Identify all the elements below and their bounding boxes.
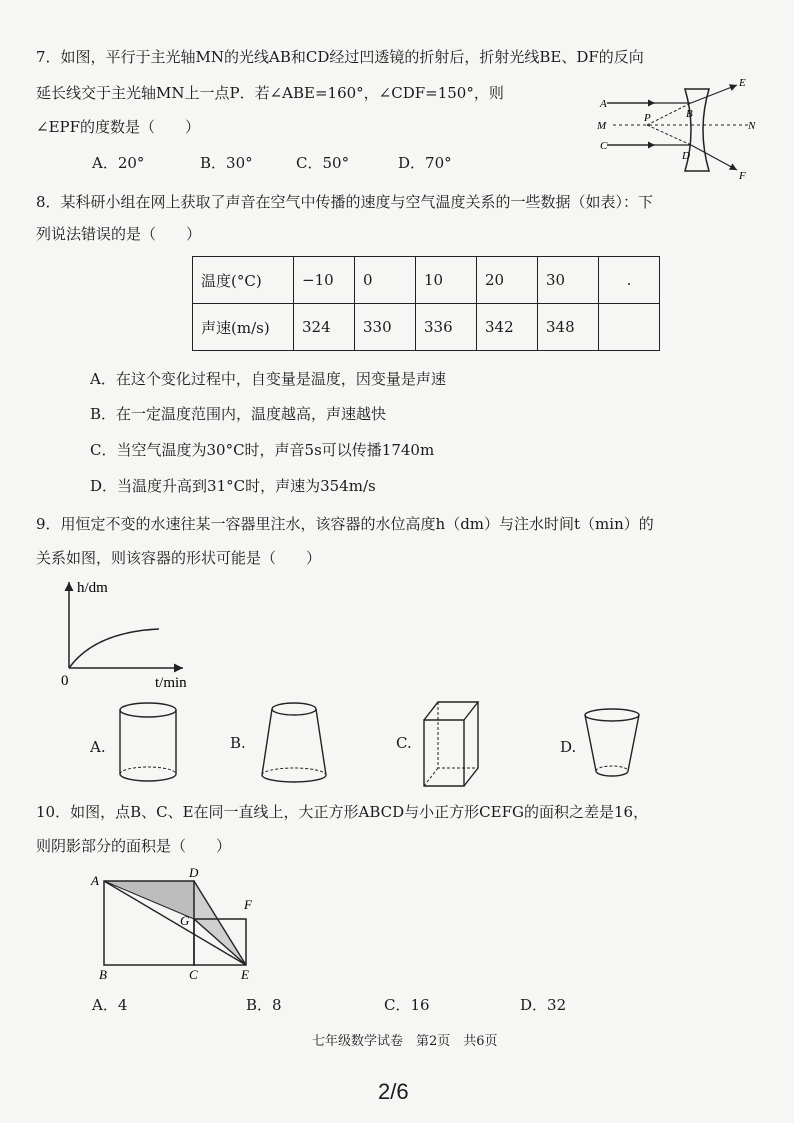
q10-option-d: D．32 bbox=[520, 996, 567, 1014]
label-f: F bbox=[244, 897, 252, 912]
table-cell: . bbox=[599, 257, 660, 304]
q9-option-c: C. bbox=[396, 734, 412, 752]
lens-figure bbox=[585, 75, 770, 185]
label-a: A bbox=[91, 873, 99, 888]
q10-option-a: A．4 bbox=[92, 996, 128, 1014]
water-level-graph bbox=[55, 572, 205, 692]
q8-option-d: D．当温度升高到31°C时，声速为354m/s bbox=[90, 477, 376, 495]
container-narrow-top bbox=[258, 698, 332, 788]
label-p: P bbox=[644, 112, 651, 124]
q10-line1: 10．如图，点B、C、E在同一直线上，大正方形ABCD与小正方形CEFG的面积之差是16， bbox=[36, 803, 649, 821]
q7-line3: ∠EPF的度数是（ ） bbox=[36, 118, 201, 136]
container-cuboid bbox=[418, 696, 484, 792]
table-cell: 10 bbox=[416, 257, 477, 304]
q8-line1: 8．某科研小组在网上获取了声音在空气中传播的速度与空气温度关系的一些数据（如表）：下 bbox=[36, 193, 654, 211]
q7-line2: 延长线交于主光轴MN上一点P．若∠ABE=160°，∠CDF=150°，则 bbox=[36, 84, 504, 102]
speed-temperature-table bbox=[192, 256, 660, 351]
extension-pd bbox=[647, 125, 691, 145]
squares-figure bbox=[88, 865, 260, 985]
q9-line2: 关系如图，则该容器的形状可能是（ ） bbox=[36, 549, 322, 567]
label-a: A bbox=[600, 98, 607, 110]
label-e: E bbox=[739, 77, 746, 89]
table-cell: 336 bbox=[416, 304, 477, 351]
label-m: M bbox=[597, 120, 607, 132]
page-footer: 七年级数学试卷 第2页 共6页 bbox=[312, 1034, 498, 1049]
q10-line2: 则阴影部分的面积是（ ） bbox=[36, 837, 232, 855]
table-cell: 324 bbox=[294, 304, 355, 351]
label-d: D bbox=[189, 865, 199, 880]
q7-line1: 7．如图，平行于主光轴MN的光线AB和CD经过凹透镜的折射后，折射光线BE、DF的反向 bbox=[36, 48, 644, 66]
label-n: N bbox=[748, 120, 756, 132]
q9-option-a: A. bbox=[90, 738, 106, 756]
label-b: B bbox=[99, 967, 107, 982]
water-level-curve bbox=[69, 629, 159, 668]
label-e: E bbox=[241, 967, 249, 982]
table-cell: −10 bbox=[294, 257, 355, 304]
q10-option-c: C．16 bbox=[384, 996, 430, 1014]
table-cell: 342 bbox=[477, 304, 538, 351]
y-axis-label: h/dm bbox=[77, 580, 108, 596]
origin-label: 0 bbox=[61, 673, 69, 689]
q9-line1: 9．用恒定不变的水速往某一容器里注水，该容器的水位高度h（dm）与注水时间t（min）的 bbox=[36, 515, 654, 533]
q7-option-b: B．30° bbox=[200, 154, 253, 172]
q9-option-d: D. bbox=[560, 738, 577, 756]
ray-df bbox=[691, 145, 737, 170]
table-cell: 330 bbox=[355, 304, 416, 351]
table-cell bbox=[599, 304, 660, 351]
q8-option-b: B．在一定温度范围内，温度越高，声速越快 bbox=[90, 405, 387, 423]
label-d: D bbox=[682, 150, 690, 162]
q7-option-d: D．70° bbox=[398, 154, 452, 172]
label-f: F bbox=[739, 170, 746, 182]
table-cell: 20 bbox=[477, 257, 538, 304]
q9-option-b: B. bbox=[230, 734, 246, 752]
container-cylinder bbox=[115, 698, 183, 788]
ray-be bbox=[691, 85, 737, 103]
table-header-temperature: 温度(°C) bbox=[193, 257, 294, 304]
label-c: C bbox=[189, 967, 198, 982]
extension-pb bbox=[647, 103, 691, 125]
table-cell: 30 bbox=[538, 257, 599, 304]
q8-line2: 列说法错误的是（ ） bbox=[36, 225, 202, 243]
page-indicator: 2/6 bbox=[378, 1079, 409, 1104]
x-axis-label: t/min bbox=[155, 675, 187, 691]
label-g: G bbox=[180, 913, 190, 928]
table-cell: 0 bbox=[355, 257, 416, 304]
table-header-speed: 声速(m/s) bbox=[193, 304, 294, 351]
q7-option-a: A．20° bbox=[92, 154, 145, 172]
q8-option-a: A．在这个变化过程中，自变量是温度，因变量是声速 bbox=[90, 370, 446, 388]
q8-option-c: C．当空气温度为30°C时，声音5s可以传播1740m bbox=[90, 441, 435, 459]
label-c: C bbox=[600, 140, 608, 152]
table-row bbox=[193, 257, 660, 304]
container-wide-top bbox=[582, 705, 644, 785]
label-b: B bbox=[686, 108, 693, 120]
q10-option-b: B．8 bbox=[246, 996, 282, 1014]
q7-option-c: C．50° bbox=[296, 154, 350, 172]
table-row bbox=[193, 304, 660, 351]
table-cell: 348 bbox=[538, 304, 599, 351]
